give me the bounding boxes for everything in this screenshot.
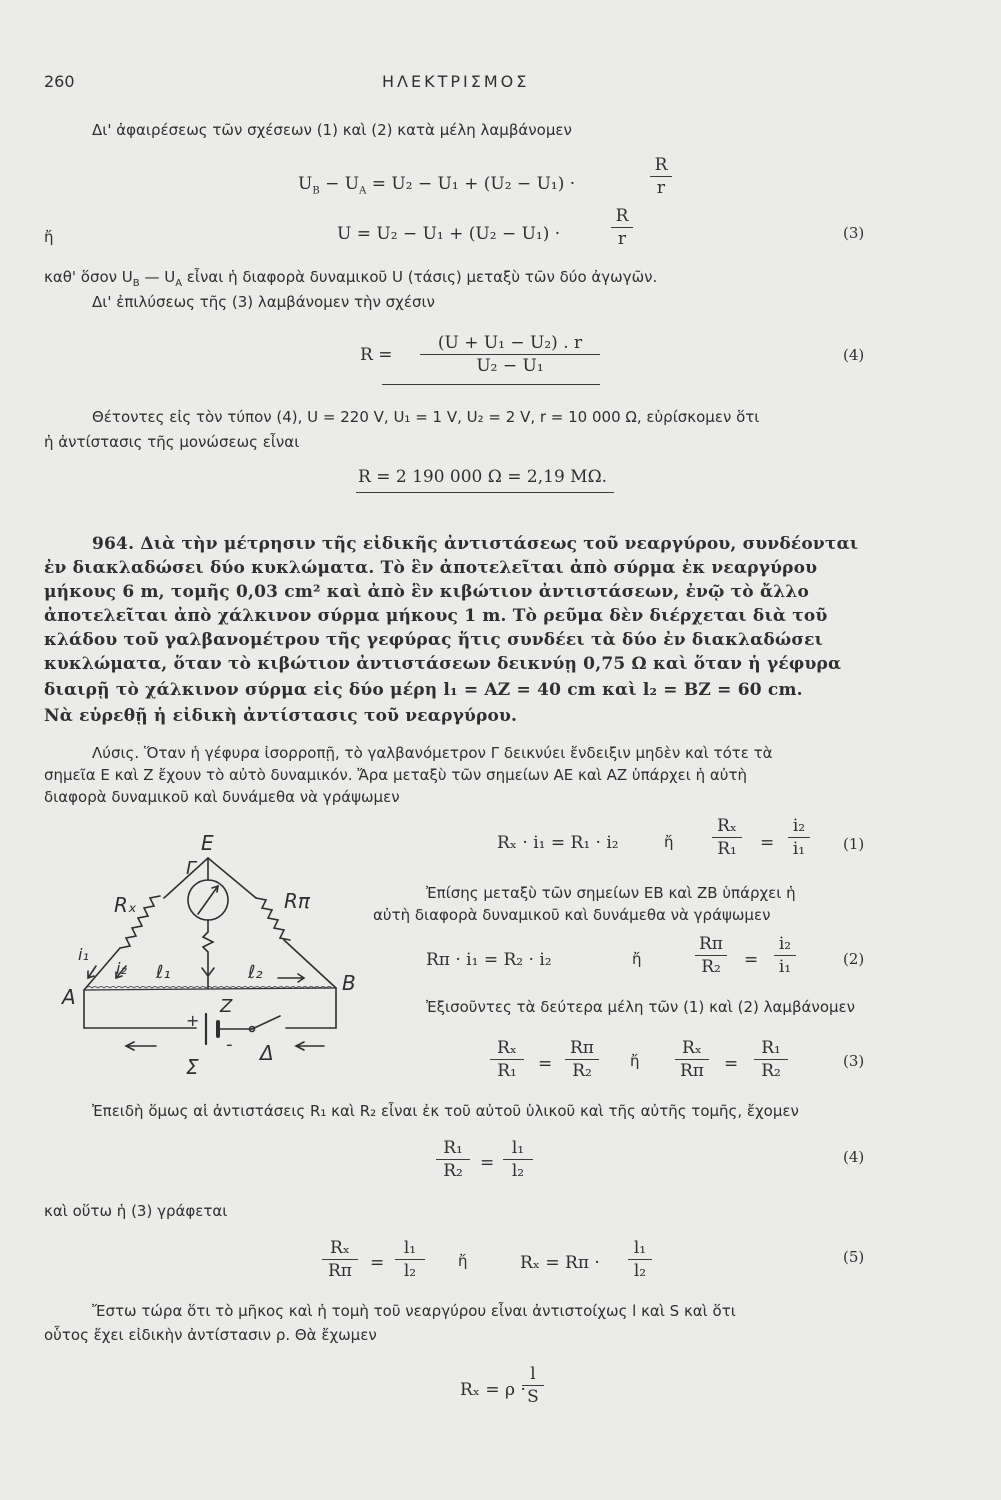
sub-a: A <box>359 185 367 197</box>
result-equation: R = 2 190 000 Ω = 2,19 MΩ. <box>358 467 608 487</box>
eq2-frac-a <box>695 934 727 977</box>
fraction-eq4 <box>420 333 600 376</box>
eq4-lhs: R = <box>360 345 393 365</box>
epeidi-line: Ἐπειδὴ ὅμως αἱ ἀντιστάσεις R₁ καὶ R₂ εἶναι ἐκ τοῦ αὐτοῦ ὑλικοῦ καὶ τῆς αὐτῆς τομῆς, ἔχομεν <box>92 1102 799 1120</box>
denominator: r <box>656 178 666 198</box>
equation-label-2: (2) <box>843 950 865 968</box>
numerator: Rπ <box>565 1038 599 1060</box>
epilysis-line: Δι' ἐπιλύσεως τῆς (3) λαμβάνομεν τὴν σχέσιν <box>92 293 435 311</box>
eq5-frac-c <box>628 1238 652 1281</box>
denominator: S <box>527 1387 539 1407</box>
numerator: R <box>650 155 672 177</box>
eq3-equals-1: = <box>538 1054 553 1074</box>
kath-text: καθ' ὅσον U <box>44 268 133 286</box>
thetontes-line-2: ἡ ἀντίστασις τῆς μονώσεως εἶναι <box>44 433 300 451</box>
label-delta: Δ <box>260 1041 274 1065</box>
fraction-r-over-r-1 <box>650 155 672 198</box>
esto-line-1: Ἔστω τώρα ὅτι τὸ μῆκος καὶ ἡ τομὴ τοῦ νεαργύρου εἶναι ἀντιστοίχως l καὶ S καὶ ὅτι <box>92 1302 736 1320</box>
eq4b-equals: = <box>480 1153 495 1173</box>
problem-line: ἀποτελεῖται ἀπὸ χάλκινον σύρμα μήκους 1 m. Τὸ ρεῦμα δὲν διέρχεται διὰ τοῦ <box>44 606 828 626</box>
problem-line: κυκλώματα, ὅταν τὸ κιβώτιον ἀντιστάσεων δεικνύῃ 0,75 Ω καὶ ὅταν ἡ γέφυρα <box>44 654 842 674</box>
eta-word: ἤ <box>44 228 54 246</box>
denominator: l₂ <box>403 1261 417 1281</box>
switch-blade <box>252 1016 280 1029</box>
eq4b-frac-a <box>436 1138 470 1181</box>
problem-line: ἐν διακλαδώσει δύο κυκλώματα. Τὸ ἓν ἀποτελεῖται ἀπὸ σύρμα ἐκ νεαργύρου <box>44 558 818 578</box>
solution-line: Λύσις. Ὅταν ἡ γέφυρα ἰσορροπῇ, τὸ γαλβανόμετρον Γ δεικνύει ἔνδειξιν μηδὲν καὶ τότε τὰ <box>92 744 773 762</box>
numerator: Rπ <box>695 934 727 956</box>
label-l2: ℓ₂ <box>248 962 263 983</box>
divider-rule <box>382 384 600 385</box>
equation-label-4b: (4) <box>843 1148 865 1166</box>
equation-ub-ua <box>298 174 575 196</box>
wire-galvanometer-to-z <box>203 920 213 988</box>
wire-e-to-rpi <box>208 858 256 898</box>
solution-line: διαφορὰ δυναμικοῦ καὶ δυνάμεθα νὰ γράψωμεν <box>44 788 400 806</box>
label-e: E <box>201 831 214 855</box>
denominator: R₂ <box>701 957 721 977</box>
galvanometer-needle <box>198 886 218 914</box>
eq-minus-u: − U <box>319 174 360 194</box>
denominator: i₁ <box>792 839 806 859</box>
eq1-left: Rₓ · i₁ = R₁ · i₂ <box>497 833 619 853</box>
numerator: l₁ <box>628 1238 652 1260</box>
numerator: R <box>611 206 633 228</box>
eq3-frac-d <box>754 1038 788 1081</box>
denominator: R₁ <box>717 839 737 859</box>
equation-label-4: (4) <box>843 346 865 364</box>
wire-a-to-rx <box>84 948 120 990</box>
sub-a: A <box>175 278 183 289</box>
kath-rest: εἶναι ἡ διαφορὰ δυναμικοῦ U (τάσις) μεταξὺ τῶν δύο ἀγωγῶν. <box>182 268 658 286</box>
esto-line-2: οὗτος ἔχει εἰδικὴν ἀντίστασιν ρ. Θὰ ἔχωμεν <box>44 1326 377 1344</box>
arrow-l2 <box>278 974 304 982</box>
numerator: i₂ <box>788 816 810 838</box>
denominator: i₁ <box>778 957 792 977</box>
numerator: l <box>522 1364 544 1386</box>
eq3-equals-2: = <box>724 1054 739 1074</box>
numerator: R₁ <box>436 1138 470 1160</box>
denominator: R₂ <box>572 1061 592 1081</box>
intro-line: Δι' ἀφαιρέσεως τῶν σχέσεων (1) καὶ (2) κατὰ μέλη λαμβάνομεν <box>92 121 572 139</box>
equation-label-3: (3) <box>843 224 865 242</box>
arrow-left-bottom-right <box>296 1042 324 1050</box>
exisountes-line: Ἐξισοῦντες τὰ δεύτερα μέλη τῶν (1) καὶ (2) λαμβάνομεν <box>426 998 856 1016</box>
eq5-mid: Rₓ = Rπ · <box>520 1253 600 1273</box>
label-rx: Rₓ <box>114 893 137 917</box>
eq4b-frac-b <box>503 1138 533 1181</box>
denominator: R₂ <box>761 1061 781 1081</box>
eq1-eta: ἤ <box>664 833 674 851</box>
label-b: B <box>342 971 356 995</box>
label-gamma: Γ <box>186 858 197 879</box>
arrow-left-bottom <box>126 1042 156 1050</box>
numerator: Rₓ <box>490 1038 524 1060</box>
denominator: R₁ <box>497 1061 517 1081</box>
numerator: l₁ <box>395 1238 425 1260</box>
label-plus: + <box>186 1011 200 1030</box>
numerator: l₁ <box>503 1138 533 1160</box>
equation-label-1: (1) <box>843 835 865 853</box>
battery-right-wire <box>286 988 336 1028</box>
eq1-equals: = <box>760 833 775 853</box>
result-rule <box>356 492 614 493</box>
equation-3: U = U₂ − U₁ + (U₂ − U₁) · <box>337 224 561 244</box>
eq6-frac <box>522 1364 544 1407</box>
sub-b: B <box>132 278 140 289</box>
eq2-left: Rπ · i₁ = R₂ · i₂ <box>426 950 552 970</box>
label-rpi: Rπ <box>284 889 310 913</box>
episis-line-1: Ἐπίσης μεταξὺ τῶν σημείων ΕΒ καὶ ΖΒ ὑπάρχει ἡ <box>426 884 796 902</box>
denominator: Rπ <box>680 1061 704 1081</box>
problem-line: 964. Διὰ τὴν μέτρησιν τῆς εἰδικῆς ἀντιστάσεως τοῦ νεαργύρου, συνδέονται <box>92 534 859 554</box>
eq-u: U <box>298 174 313 194</box>
page-number: 260 <box>44 72 75 91</box>
eq1-frac-a <box>712 816 742 859</box>
solution-line: σημεῖα Ε καὶ Ζ ἔχουν τὸ αὐτὸ δυναμικόν. Ἄρα μεταξὺ τῶν σημείων ΑΕ καὶ ΑΖ ὑπάρχει ἡ αὐτὴ <box>44 766 748 784</box>
eq3-frac-b <box>565 1038 599 1081</box>
sub-b: B <box>312 185 320 197</box>
label-i2: i₂ <box>116 959 127 978</box>
eq3-eta: ἤ <box>630 1052 640 1070</box>
wheatstone-bridge-diagram <box>56 828 356 1088</box>
numerator: Rₓ <box>675 1038 709 1060</box>
fraction-r-over-r-2 <box>611 206 633 249</box>
running-title: ΗΛΕΚΤΡΙΣΜΟΣ <box>382 72 530 91</box>
denominator: Rπ <box>328 1261 352 1281</box>
eq2-equals: = <box>744 950 759 970</box>
eq5-eta: ἤ <box>458 1252 468 1270</box>
label-z: Z <box>220 996 233 1017</box>
eq-rhs: = U₂ − U₁ + (U₂ − U₁) · <box>366 174 576 194</box>
problem-line: κλάδου τοῦ γαλβανομέτρου τῆς γεφύρας ἥτις συνδέει τὰ δύο ἐν διακλαδώσει <box>44 630 824 650</box>
numerator: (U + U₁ − U₂) . r <box>420 333 600 355</box>
episis-line-2: αὐτὴ διαφορὰ δυναμικοῦ καὶ δυνάμεθα νὰ γράψωμεν <box>373 906 771 924</box>
problem-line: διαιρῇ τὸ χάλκινον σύρμα εἰς δύο μέρη l₁ = ΑΖ = 40 cm καὶ l₂ = ΒΖ = 60 cm. <box>44 680 803 700</box>
kai-outo-line: καὶ οὕτω ἡ (3) γράφεται <box>44 1202 228 1220</box>
eq2-eta: ἤ <box>632 950 642 968</box>
label-minus: - <box>226 1034 233 1055</box>
battery-left-wire <box>84 990 196 1028</box>
numerator: Rₓ <box>712 816 742 838</box>
eq5-equals: = <box>370 1253 385 1273</box>
eq5-frac-b <box>395 1238 425 1281</box>
label-i1: i₁ <box>78 945 89 964</box>
thetontes-line-1: Θέτοντες εἰς τὸν τύπον (4), U = 220 V, U₁ = 1 V, U₂ = 2 V, r = 10 000 Ω, εὑρίσκομεν ὅτι <box>92 408 760 426</box>
eq3-frac-a <box>490 1038 524 1081</box>
kath-oson-line <box>44 268 657 289</box>
eq5-frac-a <box>322 1238 358 1281</box>
equation-label-3b: (3) <box>843 1052 865 1070</box>
label-l1: ℓ₁ <box>156 962 171 983</box>
wire-rpi-to-b <box>284 940 336 988</box>
eq2-frac-b <box>774 934 796 977</box>
denominator: R₂ <box>443 1161 463 1181</box>
eq6-left: Rₓ = ρ · <box>460 1380 526 1400</box>
label-a: A <box>62 985 76 1009</box>
numerator: i₂ <box>774 934 796 956</box>
label-sigma: Σ <box>186 1055 199 1079</box>
denominator: r <box>617 229 627 249</box>
eq1-frac-b <box>788 816 810 859</box>
problem-line: Νὰ εὑρεθῇ ἡ εἰδικὴ ἀντίστασις τοῦ νεαργύρου. <box>44 706 518 726</box>
numerator: Rₓ <box>322 1238 358 1260</box>
eq3-frac-c <box>675 1038 709 1081</box>
denominator: l₂ <box>511 1161 525 1181</box>
numerator: R₁ <box>754 1038 788 1060</box>
equation-label-5: (5) <box>843 1248 865 1266</box>
denominator: U₂ − U₁ <box>476 356 544 376</box>
problem-line: μήκους 6 m, τομῆς 0,03 cm² καὶ ἀπὸ ἓν κιβώτιον ἀντιστάσεων, ἐνῷ τὸ ἄλλο <box>44 582 810 602</box>
kath-mid: — U <box>139 268 176 286</box>
denominator: l₂ <box>633 1261 647 1281</box>
